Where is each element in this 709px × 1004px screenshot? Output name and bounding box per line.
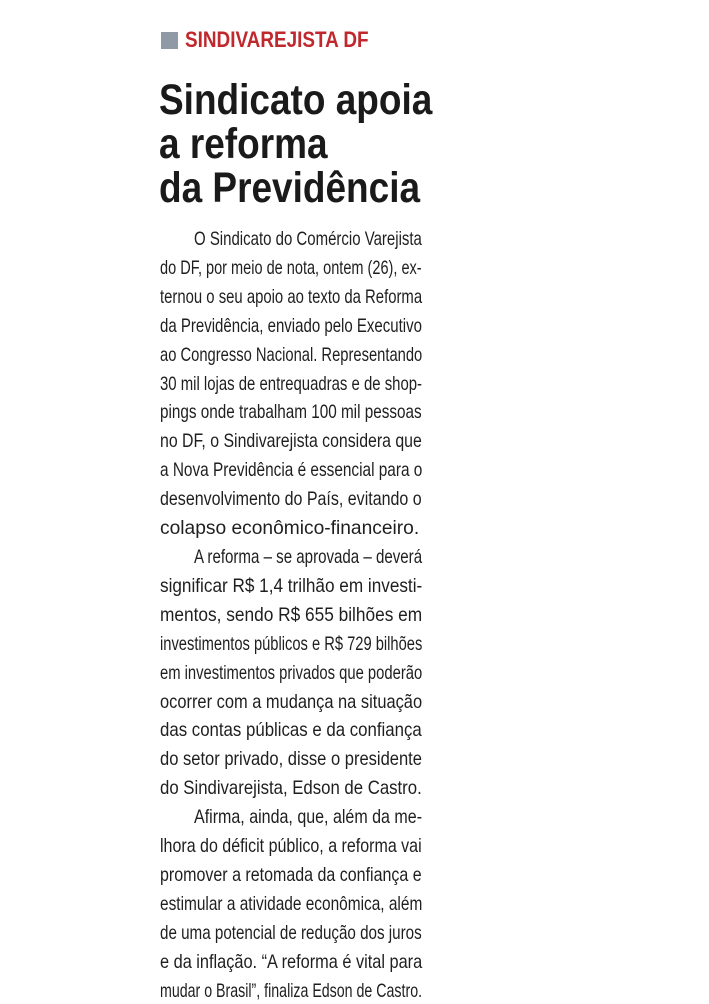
- text-line: a Nova Previdência é essencial para o: [160, 460, 423, 482]
- headline-line: Sindicato apoia: [159, 76, 433, 124]
- text-line: colapso econômico-financeiro.: [160, 518, 420, 540]
- text-line: investimentos públicos e R$ 729 bilhões: [160, 633, 423, 655]
- section-label: SINDIVAREJISTA DF: [185, 27, 369, 52]
- text-line: mudar o Brasil”, finaliza Edson de Castro.: [160, 980, 423, 1002]
- text-line: lhora do déficit público, a reforma vai: [160, 836, 422, 858]
- text-line: desenvolvimento do País, evitando o: [160, 489, 422, 511]
- paragraph-3: [160, 804, 422, 1004]
- text-line: do setor privado, disse o presidente: [160, 749, 422, 771]
- text-line: do DF, por meio de nota, ontem (26), ex-: [160, 257, 422, 279]
- text-line: pings onde trabalham 100 mil pessoas: [160, 402, 422, 424]
- text-line: do Sindivarejista, Edson de Castro.: [160, 778, 422, 800]
- headline: [159, 76, 433, 212]
- text-line: no DF, o Sindivarejista considera que: [160, 431, 422, 453]
- text-line: ocorrer com a mudança na situação: [160, 691, 423, 713]
- headline-line: a reforma: [159, 120, 328, 168]
- paragraph-1: [160, 226, 422, 544]
- text-line: promover a retomada da confiança e: [160, 864, 422, 886]
- paragraph-2: [160, 544, 422, 804]
- article-body: [160, 226, 422, 1004]
- text-line: 30 mil lojas de entrequadras e de shop-: [160, 373, 423, 395]
- text-line: de uma potencial de redução dos juros: [160, 922, 422, 944]
- text-line: das contas públicas e da confiança: [160, 720, 422, 742]
- text-line: ao Congresso Nacional. Representando: [160, 344, 423, 366]
- section-tag: [161, 24, 399, 56]
- section-square-icon: [161, 32, 178, 49]
- text-line: A reforma – se aprovada – deverá: [194, 546, 423, 568]
- headline-line: da Previdência: [159, 164, 421, 212]
- text-line: significar R$ 1,4 trilhão em investi-: [160, 575, 423, 597]
- text-line: em investimentos privados que poderão: [160, 662, 423, 684]
- text-line: ternou o seu apoio ao texto da Reforma: [160, 286, 423, 308]
- text-line: Afirma, ainda, que, além da me-: [194, 807, 423, 829]
- text-line: estimular a atividade econômica, além: [160, 893, 423, 915]
- text-line: e da inflação. “A reforma é vital para: [160, 951, 423, 973]
- text-line: O Sindicato do Comércio Varejista: [194, 229, 422, 250]
- text-line: mentos, sendo R$ 655 bilhões em: [160, 604, 423, 626]
- text-line: da Previdência, enviado pelo Executivo: [160, 315, 422, 337]
